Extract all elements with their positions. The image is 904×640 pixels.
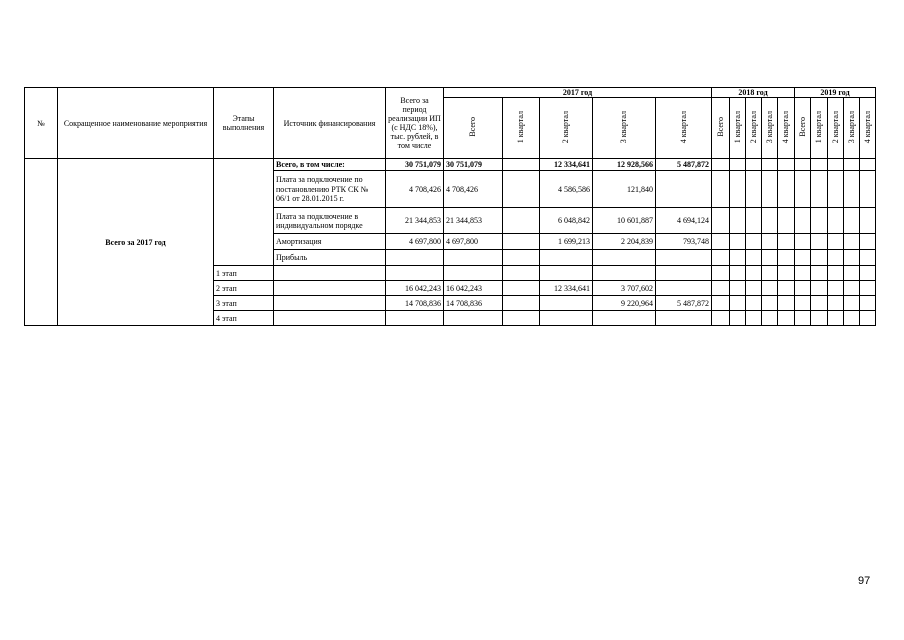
- q2-cell: 12 334,641: [540, 281, 593, 296]
- sub-2018-q4: 4 квартал: [781, 110, 791, 144]
- q1-cell: [503, 250, 540, 266]
- year-total-cell: 21 344,853: [444, 208, 503, 234]
- sub-2019-total: Всего: [797, 117, 807, 137]
- header-num: №: [25, 88, 58, 159]
- year-total-cell: 4 697,800: [444, 234, 503, 250]
- q4-cell: 5 487,872: [656, 159, 712, 171]
- q3-cell: 2 204,839: [593, 234, 656, 250]
- q1-cell: [503, 234, 540, 250]
- q3-cell: [593, 250, 656, 266]
- q1-cell: [503, 281, 540, 296]
- q1-cell: [503, 266, 540, 281]
- q4-cell: [656, 281, 712, 296]
- source-cell: [274, 311, 386, 326]
- year-total-cell: [444, 311, 503, 326]
- q2-cell: [540, 311, 593, 326]
- sub-2018-q1: 1 квартал: [732, 110, 742, 144]
- sub-2017-q1: 1 квартал: [516, 110, 526, 144]
- header-source: Источник финансирования: [274, 88, 386, 159]
- year-total-cell: 14 708,836: [444, 296, 503, 311]
- year-total-cell: 16 042,243: [444, 281, 503, 296]
- stage-cell: 1 этап: [214, 266, 274, 281]
- q4-cell: [656, 171, 712, 208]
- sub-2017-total: Всего: [468, 117, 478, 137]
- stage-cell: 4 этап: [214, 311, 274, 326]
- q1-cell: [503, 159, 540, 171]
- year-total-cell: [444, 266, 503, 281]
- q4-cell: 4 694,124: [656, 208, 712, 234]
- q2-cell: [540, 296, 593, 311]
- source-cell: Всего, в том числе:: [274, 159, 386, 171]
- source-cell: Прибыль: [274, 250, 386, 266]
- q3-cell: [593, 311, 656, 326]
- sub-2018-q3: 3 квартал: [764, 110, 774, 144]
- group-label: Всего за 2017 год: [58, 159, 214, 326]
- q2-cell: 6 048,842: [540, 208, 593, 234]
- source-cell: [274, 296, 386, 311]
- year-total-cell: 4 708,426: [444, 171, 503, 208]
- q2-cell: 4 586,586: [540, 171, 593, 208]
- header-stages: Этапы выполнения: [214, 88, 274, 159]
- sub-2018-total: Всего: [715, 117, 725, 137]
- q3-cell: 3 707,602: [593, 281, 656, 296]
- sub-2019-q4: 4 квартал: [862, 110, 872, 144]
- total-cell: 4 708,426: [386, 171, 444, 208]
- total-cell: 30 751,079: [386, 159, 444, 171]
- sub-2019-q2: 2 квартал: [830, 110, 840, 144]
- sub-2019-q1: 1 квартал: [814, 110, 824, 144]
- year-total-cell: [444, 250, 503, 266]
- q4-cell: 793,748: [656, 234, 712, 250]
- header-name: Сокращенное наименование мероприятия: [58, 88, 214, 159]
- sub-2017-q2: 2 квартал: [561, 110, 571, 144]
- q2-cell: 1 699,213: [540, 234, 593, 250]
- header-year-2019: 2019 год: [795, 88, 876, 98]
- sub-2019-q3: 3 квартал: [846, 110, 856, 144]
- q1-cell: [503, 171, 540, 208]
- source-cell: Амортизация: [274, 234, 386, 250]
- source-cell: Плата за подключение по постановлению РТК СК № 06/1 от 28.01.2015 г.: [274, 171, 386, 208]
- q3-cell: 9 220,964: [593, 296, 656, 311]
- q4-cell: [656, 250, 712, 266]
- total-cell: [386, 250, 444, 266]
- total-cell: 4 697,800: [386, 234, 444, 250]
- total-cell: [386, 266, 444, 281]
- q1-cell: [503, 311, 540, 326]
- q2-cell: [540, 250, 593, 266]
- q3-cell: 10 601,887: [593, 208, 656, 234]
- total-cell: 14 708,836: [386, 296, 444, 311]
- year-total-cell: 30 751,079: [444, 159, 503, 171]
- stage-cell: 3 этап: [214, 296, 274, 311]
- q1-cell: [503, 296, 540, 311]
- q3-cell: 121,840: [593, 171, 656, 208]
- table-row: [25, 159, 876, 171]
- page-number: 97: [858, 575, 871, 587]
- q2-cell: 12 334,641: [540, 159, 593, 171]
- sub-2017-q3: 3 квартал: [619, 110, 629, 144]
- q4-cell: [656, 266, 712, 281]
- source-cell: [274, 266, 386, 281]
- source-cell: Плата за подключение в индивидуальном порядке: [274, 208, 386, 234]
- q1-cell: [503, 208, 540, 234]
- q4-cell: [656, 311, 712, 326]
- stage-cell: [214, 159, 274, 266]
- q3-cell: 12 928,566: [593, 159, 656, 171]
- header-year-2017: 2017 год: [444, 88, 712, 98]
- total-cell: [386, 311, 444, 326]
- stage-cell: 2 этап: [214, 281, 274, 296]
- total-cell: 16 042,243: [386, 281, 444, 296]
- q3-cell: [593, 266, 656, 281]
- row-num-cell: [25, 159, 58, 326]
- q2-cell: [540, 266, 593, 281]
- q4-cell: 5 487,872: [656, 296, 712, 311]
- sub-2017-q4: 4 квартал: [678, 110, 688, 144]
- header-year-2018: 2018 год: [712, 88, 795, 98]
- total-cell: 21 344,853: [386, 208, 444, 234]
- financing-table: [24, 87, 876, 326]
- header-total-period: Всего за период реализации ИП (с НДС 18%), тыс. рублей, в том числе: [386, 88, 444, 159]
- sub-2018-q2: 2 квартал: [748, 110, 758, 144]
- source-cell: [274, 281, 386, 296]
